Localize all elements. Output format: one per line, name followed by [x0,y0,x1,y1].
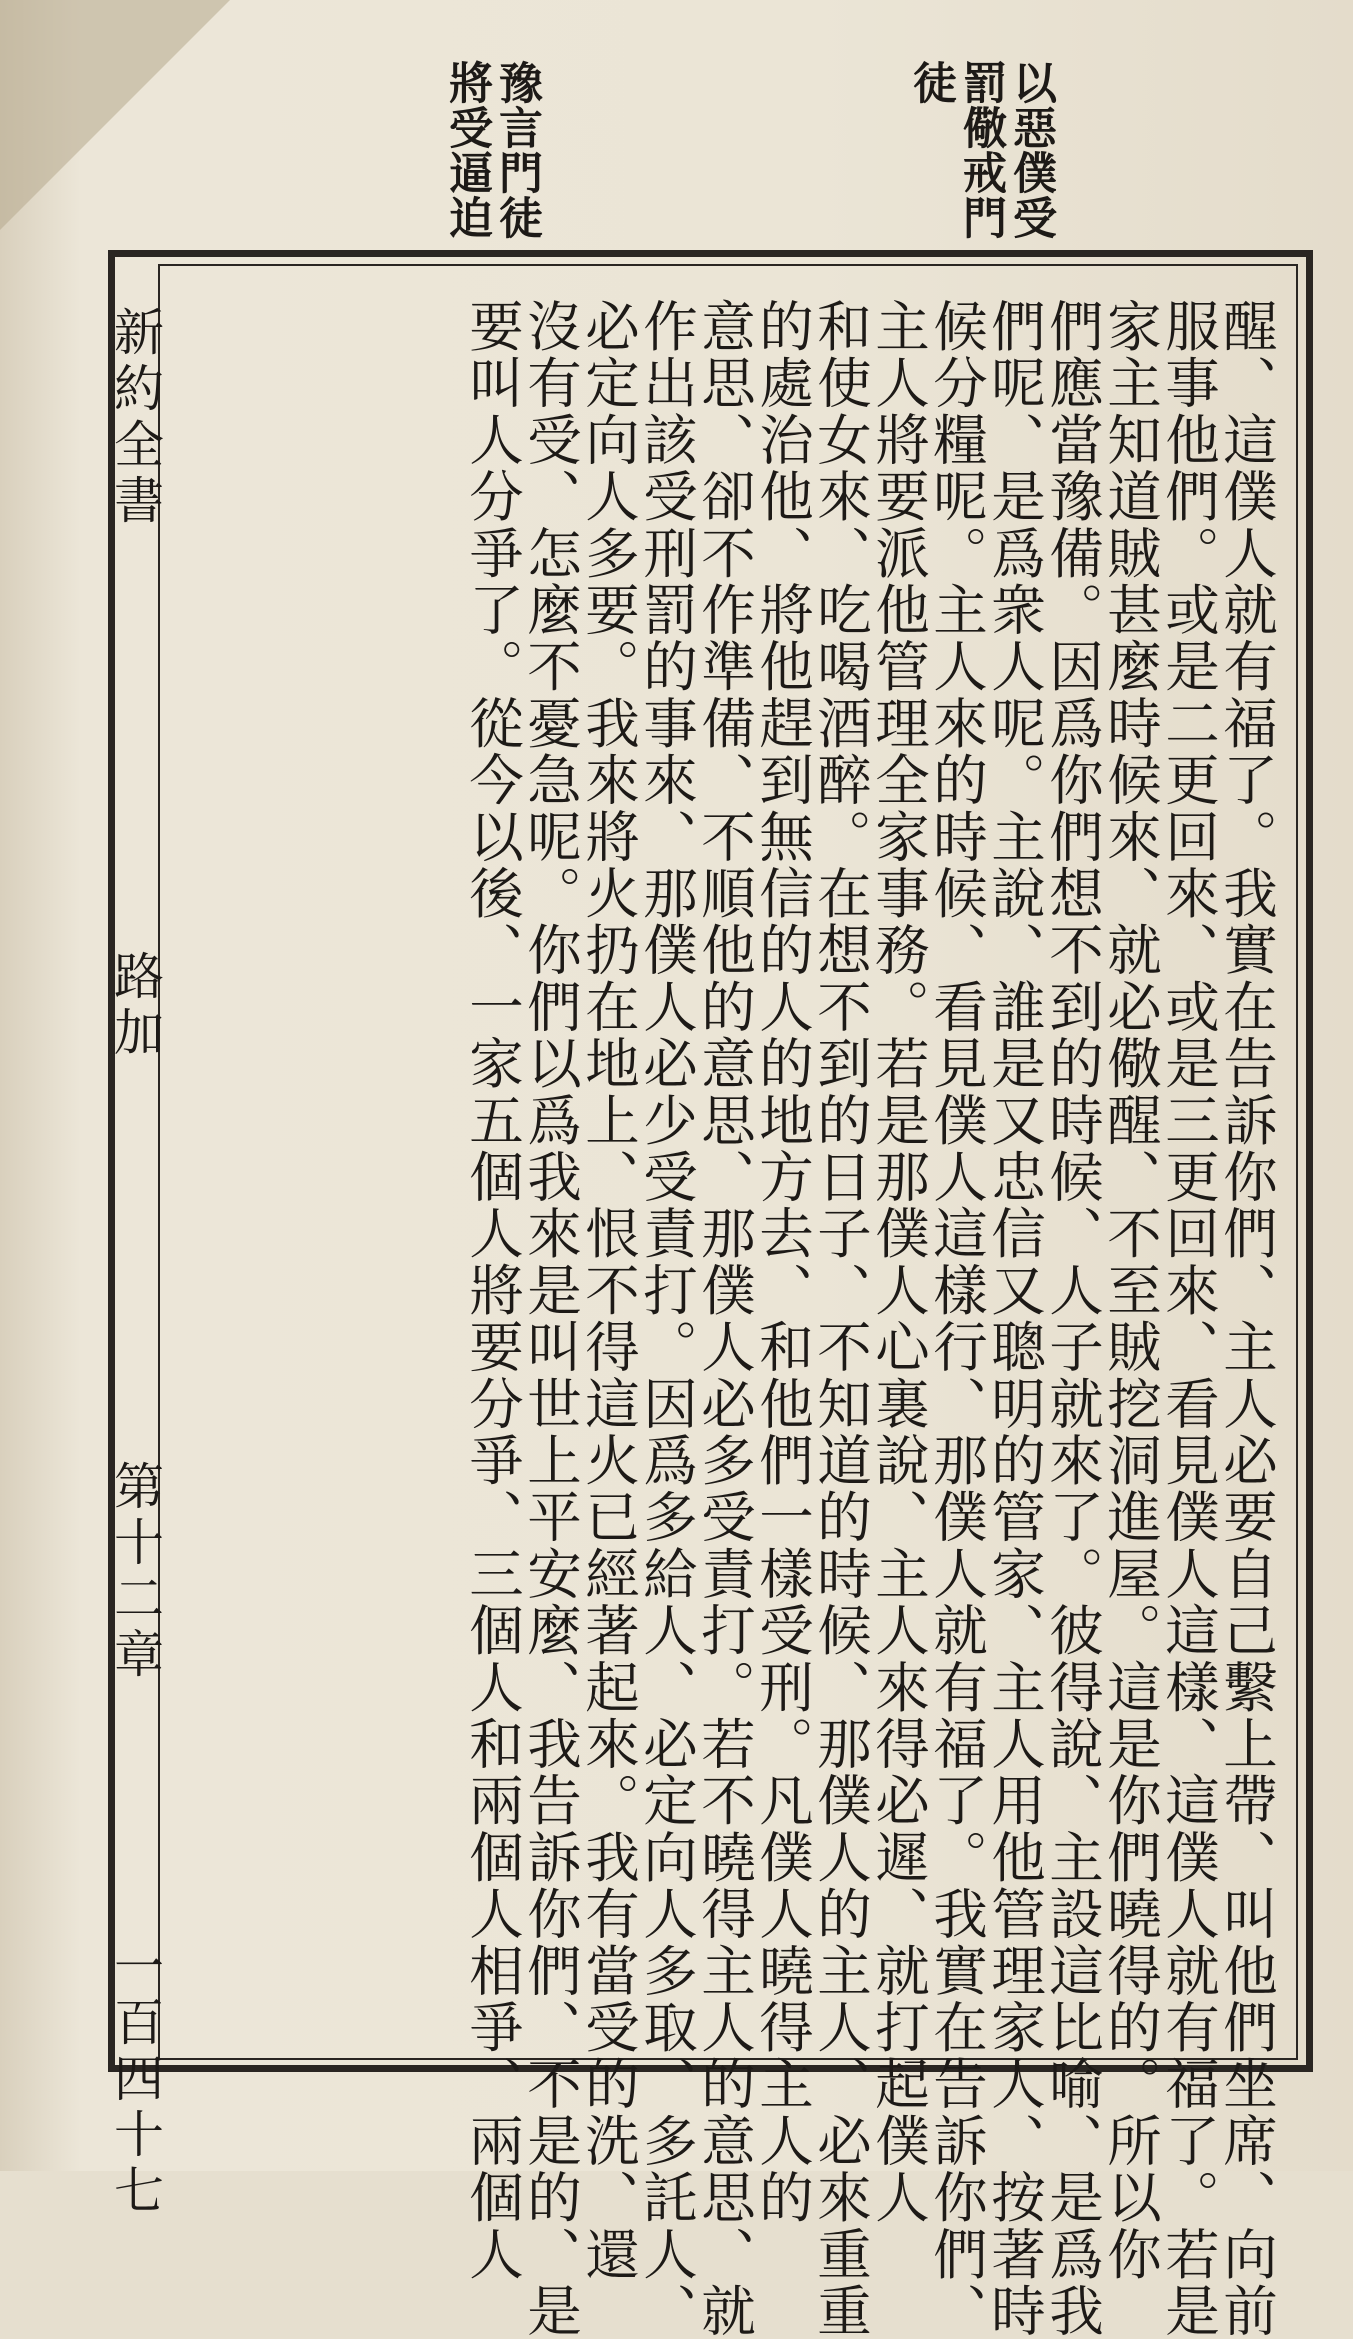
text-column: 主人將要派他管理全家事務。若是那僕人心裏說、主人來得必遲、就打起僕人 [866,298,930,2226]
text-column: 沒有受、怎麼不憂急呢。你們以爲我來是叫世上平安麼、我告訴你們、不是的、是 [518,298,582,2339]
text-column: 服事他們。或是二更回來、或是三更回來、看見僕人這樣、這僕人就有福了。若是 [1156,298,1220,2339]
text-column: 要叫人分爭了。從今以後、一家五個人將要分爭、三個人和兩個人相爭、兩個人 [460,298,524,2283]
headnote-gap [543,60,903,250]
main-text [460,298,1278,2339]
headnote: 徒 [905,60,956,105]
headnote: 以惡僕受 [1005,60,1056,240]
page-number: 一百四十七 [106,1940,164,2220]
text-column: 意思、卻不作準備、不順他的意思、那僕人必多受責打。若不曉得主人的意思、就 [692,298,756,2339]
text-column: 必定向人多要。我來將火扔在地上、恨不得這火已經著起來。我有當受的洗、還 [576,298,640,2283]
text-column: 醒、這僕人就有福了。我實在告訴你們、主人必要自己繫上帶、叫他們坐席、向前 [1214,298,1278,2339]
text-column: 們呢、是爲衆人呢。主說、誰是又忠信又聰明的管家、主人用他管理家人、按著時 [982,298,1046,2339]
headnote: 豫言門徒 [491,60,542,240]
headnote: 罰儆戒門 [955,60,1006,240]
text-column: 候分糧呢。主人來的時候、看見僕人這樣行、那僕人就有福了。我實在告訴你們、 [924,298,988,2339]
text-column: 的處治他、將他趕到無信的人的地方去、和他們一樣受刑。凡僕人曉得主人的 [750,298,814,2226]
headnotes [441,60,1056,250]
book-name: 路加 [106,950,164,1062]
text-column: 們應當豫備。因爲你們想不到的時候、人子就來了。彼得說、主設這比喻、是爲我 [1040,298,1104,2339]
text-column: 家主知道賊甚麼時候來、就必儆醒、不至賊挖洞進屋。這是你們曉得的。所以你 [1098,298,1162,2283]
margin-column [106,300,164,2220]
folded-corner [0,0,230,230]
book-title: 新約全書 [106,306,164,530]
chapter-label: 第十二章 [106,1460,164,1684]
headnote: 將受逼迫 [441,60,492,240]
text-column: 和使女來、吃喝酒醉。在想不到的日子、不知道的時候、那僕人的主人、必來重重 [808,298,872,2339]
text-column: 作出該受刑罰的事來、那僕人必少受責打。因爲多給人、必定向人多取、多託人、 [634,298,698,2339]
